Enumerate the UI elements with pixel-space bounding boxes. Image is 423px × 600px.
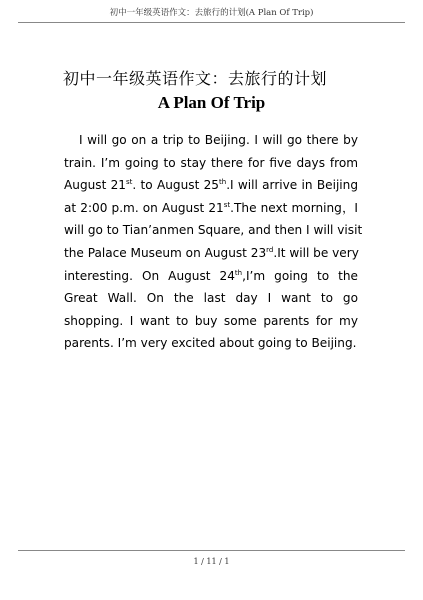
essay-line-10: parents. I’m very excited about going to Beijing. [64, 336, 357, 351]
essay-text: .I will arrive in Beijing [226, 178, 359, 193]
essay-text: .It will be very [273, 245, 359, 260]
essay-text: ,I’m going to the [242, 268, 358, 283]
essay-line-5: will go to Tian’anmen Square, and then I will visit [64, 223, 363, 238]
essay-body [64, 129, 363, 355]
ordinal-suffix: th [219, 178, 227, 187]
essay-text: at 2:00 p.m. on August 21 [64, 200, 224, 215]
footer-rule [18, 550, 405, 551]
english-title: A Plan Of Trip [157, 93, 266, 112]
essay-text: .The next morning，I [230, 200, 358, 215]
header-rule [18, 22, 405, 23]
essay-line-7 [64, 265, 358, 288]
ordinal-suffix: st [126, 178, 133, 187]
ordinal-suffix: st [223, 200, 231, 209]
essay-text: the Palace Museum on August 23 [64, 245, 267, 260]
essay-line-6 [64, 242, 358, 265]
essay-text: interesting. On August 24 [64, 268, 235, 283]
essay-line-3 [64, 174, 358, 197]
essay-line-4 [64, 197, 358, 220]
page-footer: 1 / 11 / 1 [193, 557, 230, 566]
essay-line-9: shopping. I want to buy some parents for my [64, 313, 358, 328]
ordinal-suffix: rd [266, 245, 274, 254]
essay-line-1: I will go on a trip to Beijing. I will go there by [79, 133, 358, 147]
chinese-title: 初中一年级英语作文：去旅行的计划 [63, 69, 328, 88]
essay-text: August 21 [64, 178, 127, 193]
page-header: 初中一年级英语作文：去旅行的计划(A Plan Of Trip) [109, 8, 314, 18]
ordinal-suffix: th [234, 268, 243, 277]
essay-line-8: Great Wall. On the last day I want to go [64, 291, 358, 306]
essay-line-2: train. I’m going to stay there for five days from [64, 155, 358, 170]
essay-text: . to August 25 [132, 178, 219, 193]
